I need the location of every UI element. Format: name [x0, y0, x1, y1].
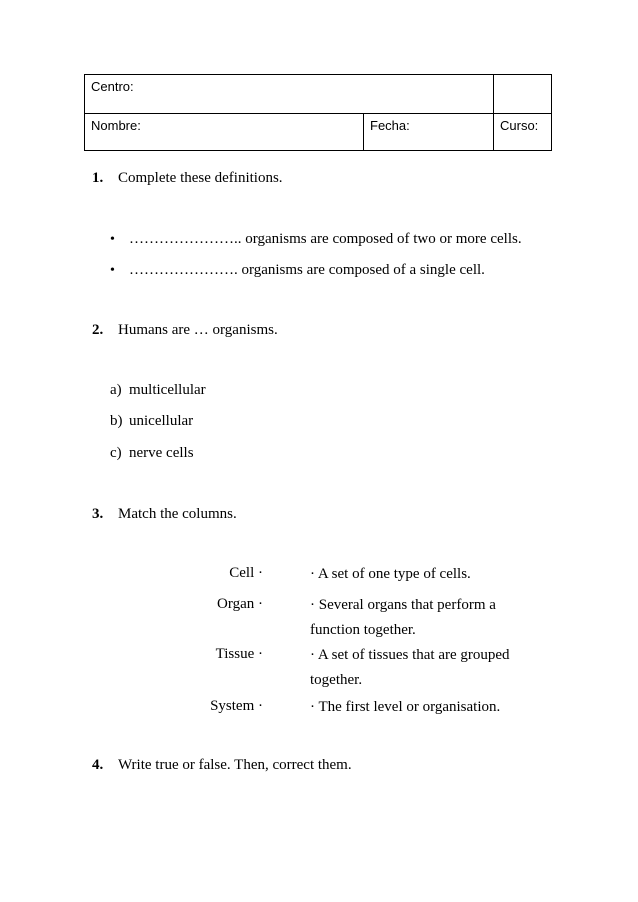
match-right-item: · Several organs that perform a function together. [310, 597, 496, 638]
definition-item [110, 262, 485, 279]
match-left-item: Cell · [229, 565, 263, 581]
curso-cell [494, 114, 552, 151]
match-left-item: System · [210, 698, 263, 714]
nombre-cell [85, 114, 364, 151]
option-item [110, 413, 193, 430]
match-right-item: · A set of tissues that are grouped together. [310, 647, 510, 688]
header-table [84, 74, 552, 151]
question-number: 1. [92, 170, 104, 186]
question-text: Complete these definitions. [118, 170, 283, 186]
blank-cell [494, 75, 552, 114]
match-left-item: Tissue · [215, 646, 263, 662]
definition-item [110, 231, 522, 248]
option-letter: b) [110, 413, 123, 429]
centro-label: Centro: [91, 79, 134, 94]
question-number: 2. [92, 322, 104, 338]
option-letter: c) [110, 445, 122, 461]
centro-cell [85, 75, 494, 114]
option-item [110, 445, 194, 462]
bullet-icon: • [110, 263, 115, 278]
question-text: Match the columns. [118, 506, 237, 522]
option-item [110, 382, 206, 399]
bullet-icon: • [110, 232, 115, 247]
option-text: nerve cells [129, 445, 194, 461]
definition-text: …………………. organisms are composed of a single cell. [129, 262, 485, 278]
option-text: multicellular [129, 382, 206, 398]
match-right-item: · A set of one type of cells. [310, 566, 471, 582]
question-3 [92, 506, 237, 523]
nombre-label: Nombre: [91, 118, 141, 133]
definition-text: ………………….. organisms are composed of two or more cells. [129, 231, 522, 247]
curso-label: Curso: [500, 118, 539, 133]
question-text: Humans are … organisms. [118, 322, 278, 338]
question-number: 4. [92, 757, 104, 773]
match-left-item: Organ · [217, 596, 263, 612]
question-text: Write true or false. Then, correct them. [118, 757, 352, 773]
question-1 [92, 170, 283, 187]
option-letter: a) [110, 382, 122, 398]
option-text: unicellular [129, 413, 194, 429]
fecha-cell [364, 114, 494, 151]
match-right-item: · The first level or organisation. [310, 699, 501, 715]
fecha-label: Fecha: [370, 118, 410, 133]
question-number: 3. [92, 506, 104, 522]
question-4 [92, 757, 352, 774]
question-2 [92, 322, 278, 339]
